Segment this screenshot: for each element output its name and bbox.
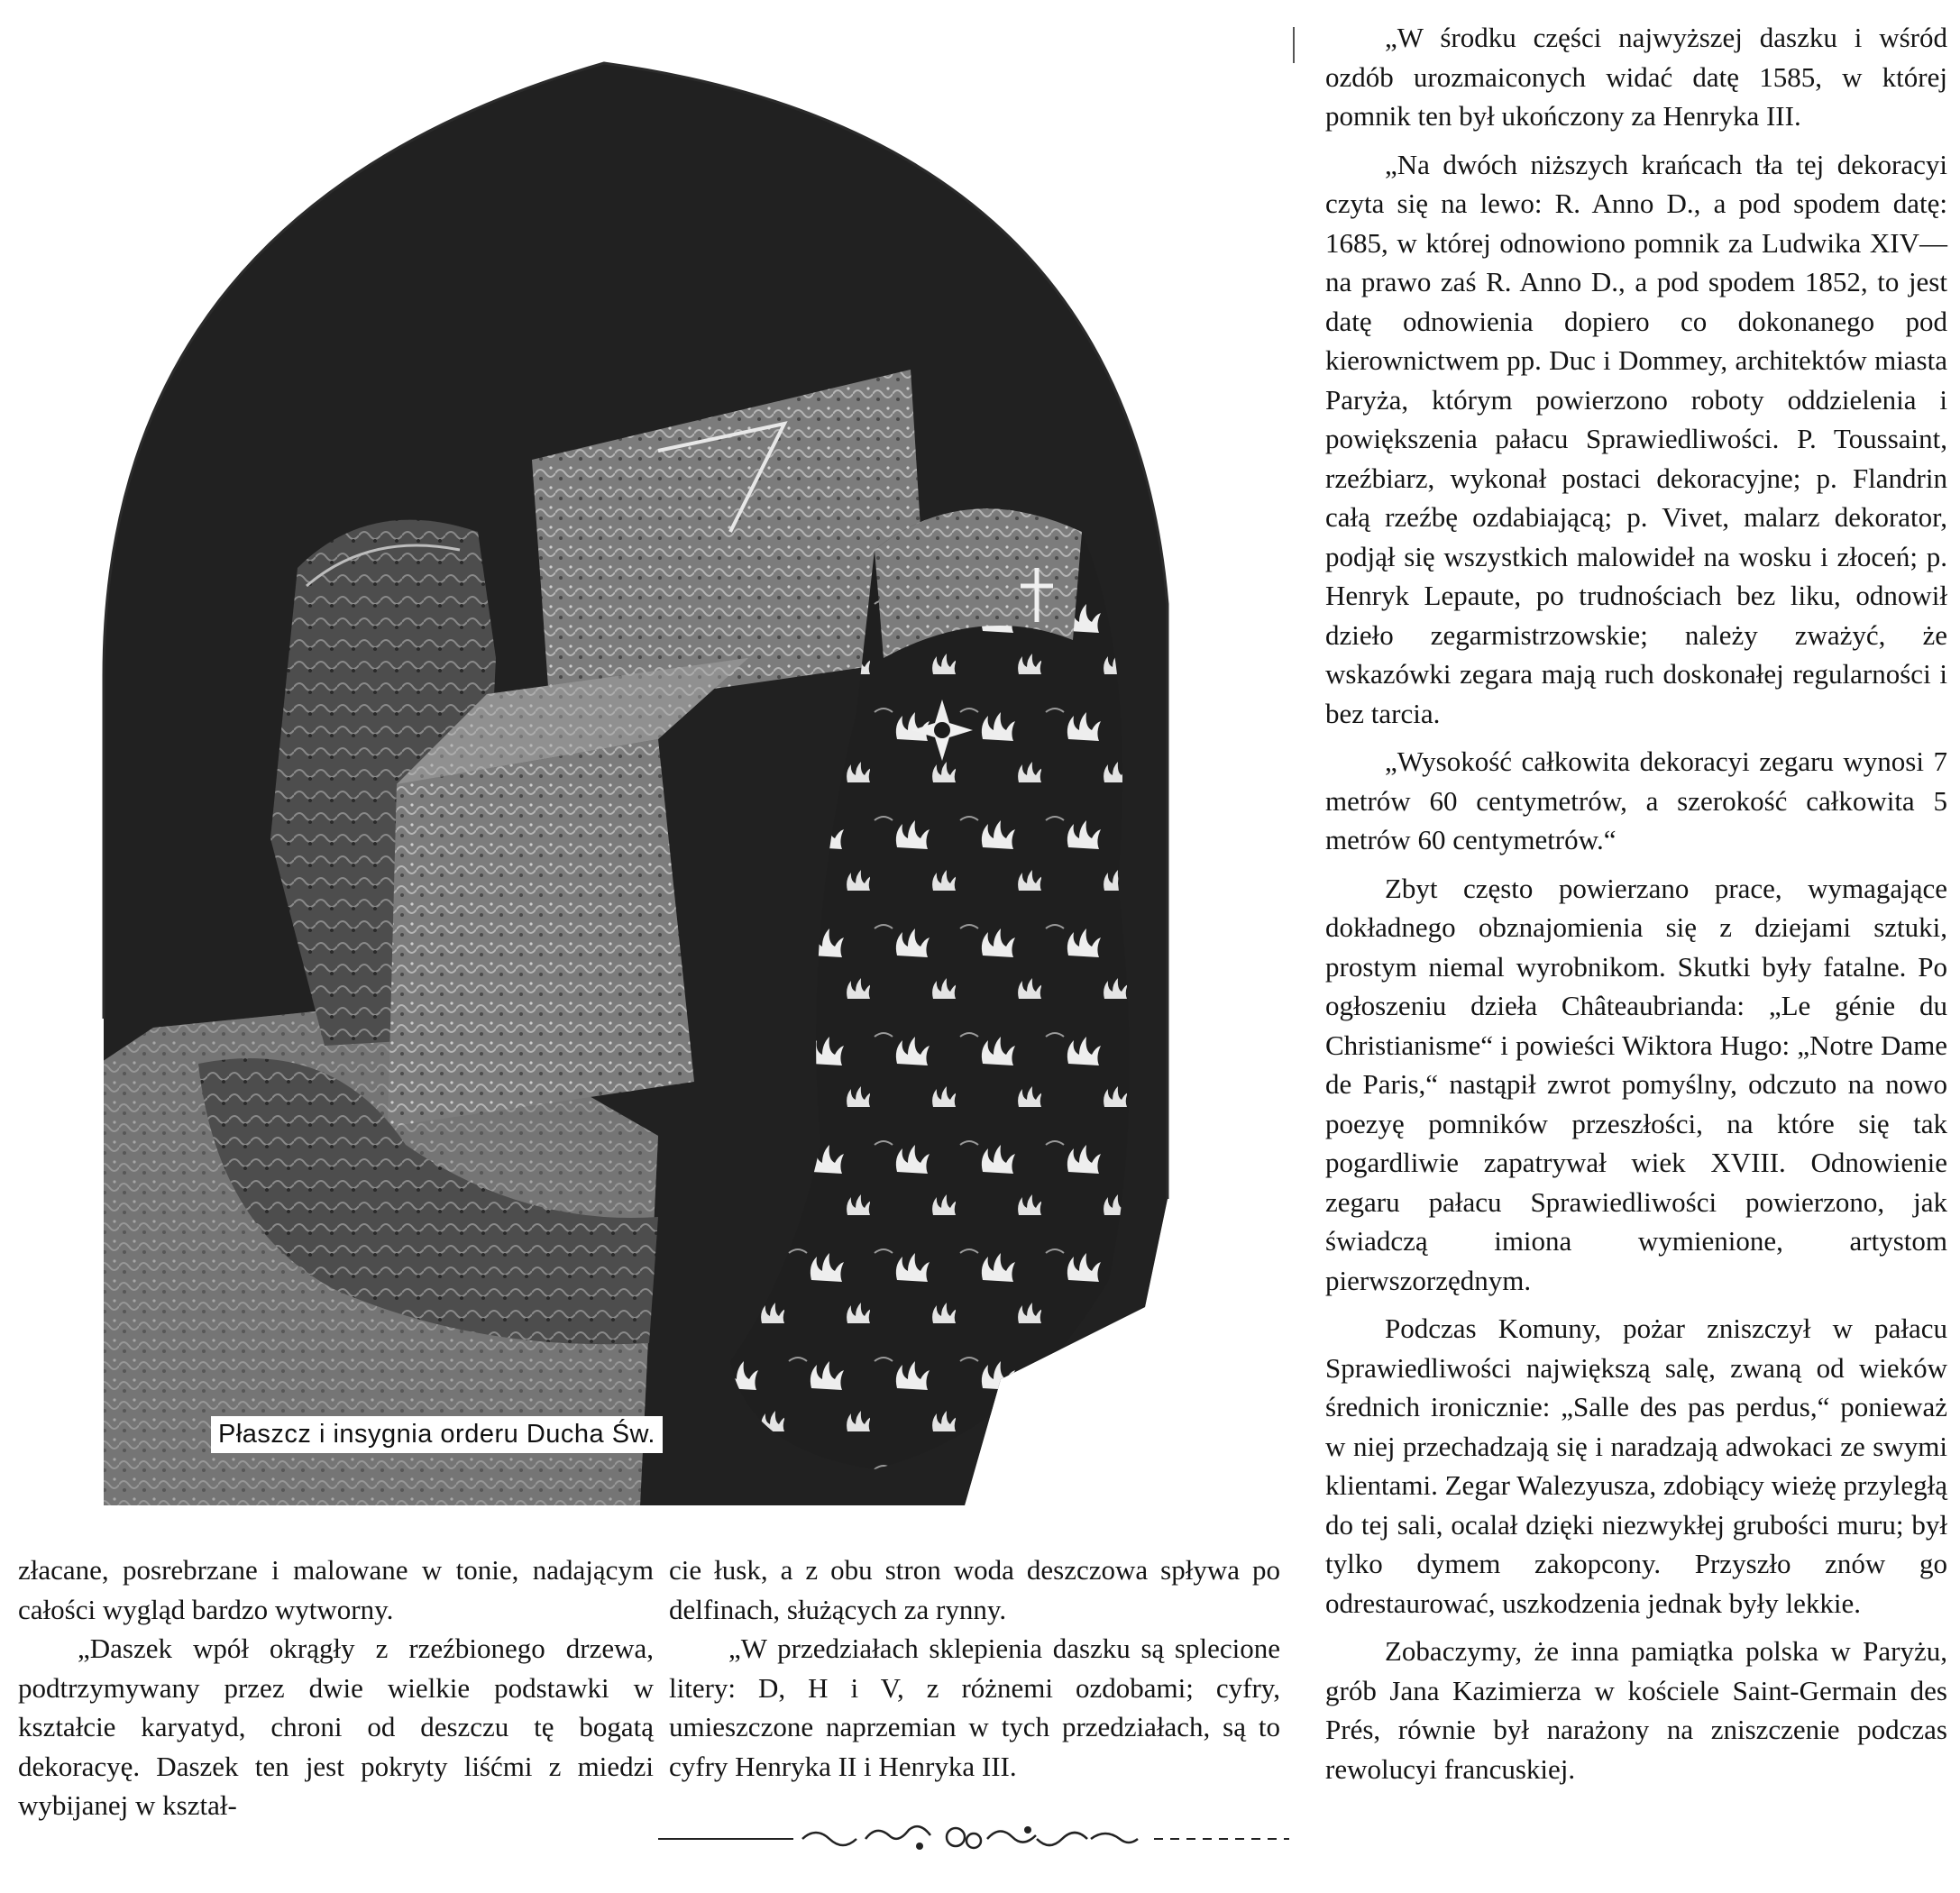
paragraph: Podczas Komuny, pożar zniszczył w pałacu Sprawiedliwości największą salę, zwaną od wieków średnich ironicznie: „Salle des pas perdus,“ ponieważ w niej przechadzają się i naradzają adwokaci ze swymi klientami. Zegar Walezyusza, zdobiący wieżę przyległą do tej sali, ocalał dzięki niezwykłej grubości muru; był tylko dymem zakopcony. Przyszło znów go odrestaurować, uszkodzenia jednak były lekkie. bbox=[1325, 1312, 1947, 1619]
paragraph: „W środku części najwyższej daszku i wśród ozdób urozmaiconych widać datę 1585, w której pomnik ten był ukończony za Henryka III. bbox=[1325, 22, 1947, 132]
figure-caption: Płaszcz i insygnia orderu Ducha Św. bbox=[211, 1416, 663, 1453]
paragraph: złacane, posrebrzane i malowane w tonie, nadającym całości wygląd bardzo wytworny. bbox=[18, 1554, 654, 1625]
middle-text-column bbox=[669, 1550, 1280, 1786]
left-text-column bbox=[18, 1550, 654, 1825]
paragraph: „Na dwóch niższych krańcach tła tej dekoracyi czyta się na lewo: R. Anno D., a pod spodem datę: 1685, w której odnowiono pomnik za Ludwika XIV—na prawo zaś R. Anno D., a pod spodem 1852, to jest datę odnowienia dopiero co dokonanego pod kierownictwem pp. Duc i Dommey, architektów miasta Paryża, którym powierzono roboty oddzielenia i powiększenia pałacu Sprawiedliwości. P. Toussaint, rzeźbiarz, wykonał postaci dekoracyjne; p. Flandrin całą rzeźbę ozdabiającą; p. Vivet, malarz dekorator, podjął się wszystkich malowideł na wosku i złoceń; p. Henryk Lepaute, po trudnościach bez liku, odnowił dzieło zegarmistrzowskie; należy zważyć, że wskazówki zegara mają ruch doskonałej regularności i bez tarcia. bbox=[1325, 148, 1947, 729]
paragraph: Zbyt często powierzano prace, wymagające dokładnego obznajomienia się z dziejami sztuki, prostym niemal wyrobnikom. Skutki były fatalne. Po ogłoszeniu dzieła Châteaubrianda: „Le génie du Christianisme“ i powieści Wiktora Hugo: „Notre Dame de Paris,“ nastąpił zwrot pomyślny, odczuto na nowo poezyę pomników przeszłości, na które się tak pogardliwie zapatrywał wiek XVIII. Odnowienie zegaru pałacu Sprawiedliwości powierzono, jak świadczą imiona wymienione, artystom pierwszorzędnym. bbox=[1325, 872, 1947, 1296]
ornament-divider bbox=[658, 1821, 1289, 1857]
paragraph: Zobaczymy, że inna pamiątka polska w Paryżu, grób Jana Kazimierza w kościele Saint-Germain des Prés, równie był narażony na zniszczenie podczas rewolucyi francuskiej. bbox=[1325, 1635, 1947, 1785]
figure-plate bbox=[99, 27, 1195, 1505]
right-text-column bbox=[1325, 18, 1947, 1788]
column-divider bbox=[1293, 27, 1295, 63]
paragraph: „W przedziałach sklepienia daszku są splecione litery: D, H i V, z różnemi ozdobami; cyfry, umieszczone naprzemian w tych przedziałach, są to cyfry Henryka II i Henryka III. bbox=[669, 1632, 1280, 1782]
mantle-illustration bbox=[99, 27, 1195, 1505]
paragraph: cie łusk, a z obu stron woda deszczowa spływa po delfinach, służących za rynny. bbox=[669, 1554, 1280, 1625]
paragraph: „Wysokość całkowita dekoracyi zegaru wynosi 7 metrów 60 centymetrów, a szerokość całkowita 5 metrów 60 centymetrów.“ bbox=[1325, 745, 1947, 855]
paragraph: „Daszek wpół okrągły z rzeźbionego drzewa, podtrzymywany przez dwie wielkie podstawki w kształcie karyatyd, chroni od deszczu tę bogatą dekoracyę. Daszek ten jest pokryty liśćmi z miedzi wybijanej w kształ- bbox=[18, 1632, 654, 1821]
